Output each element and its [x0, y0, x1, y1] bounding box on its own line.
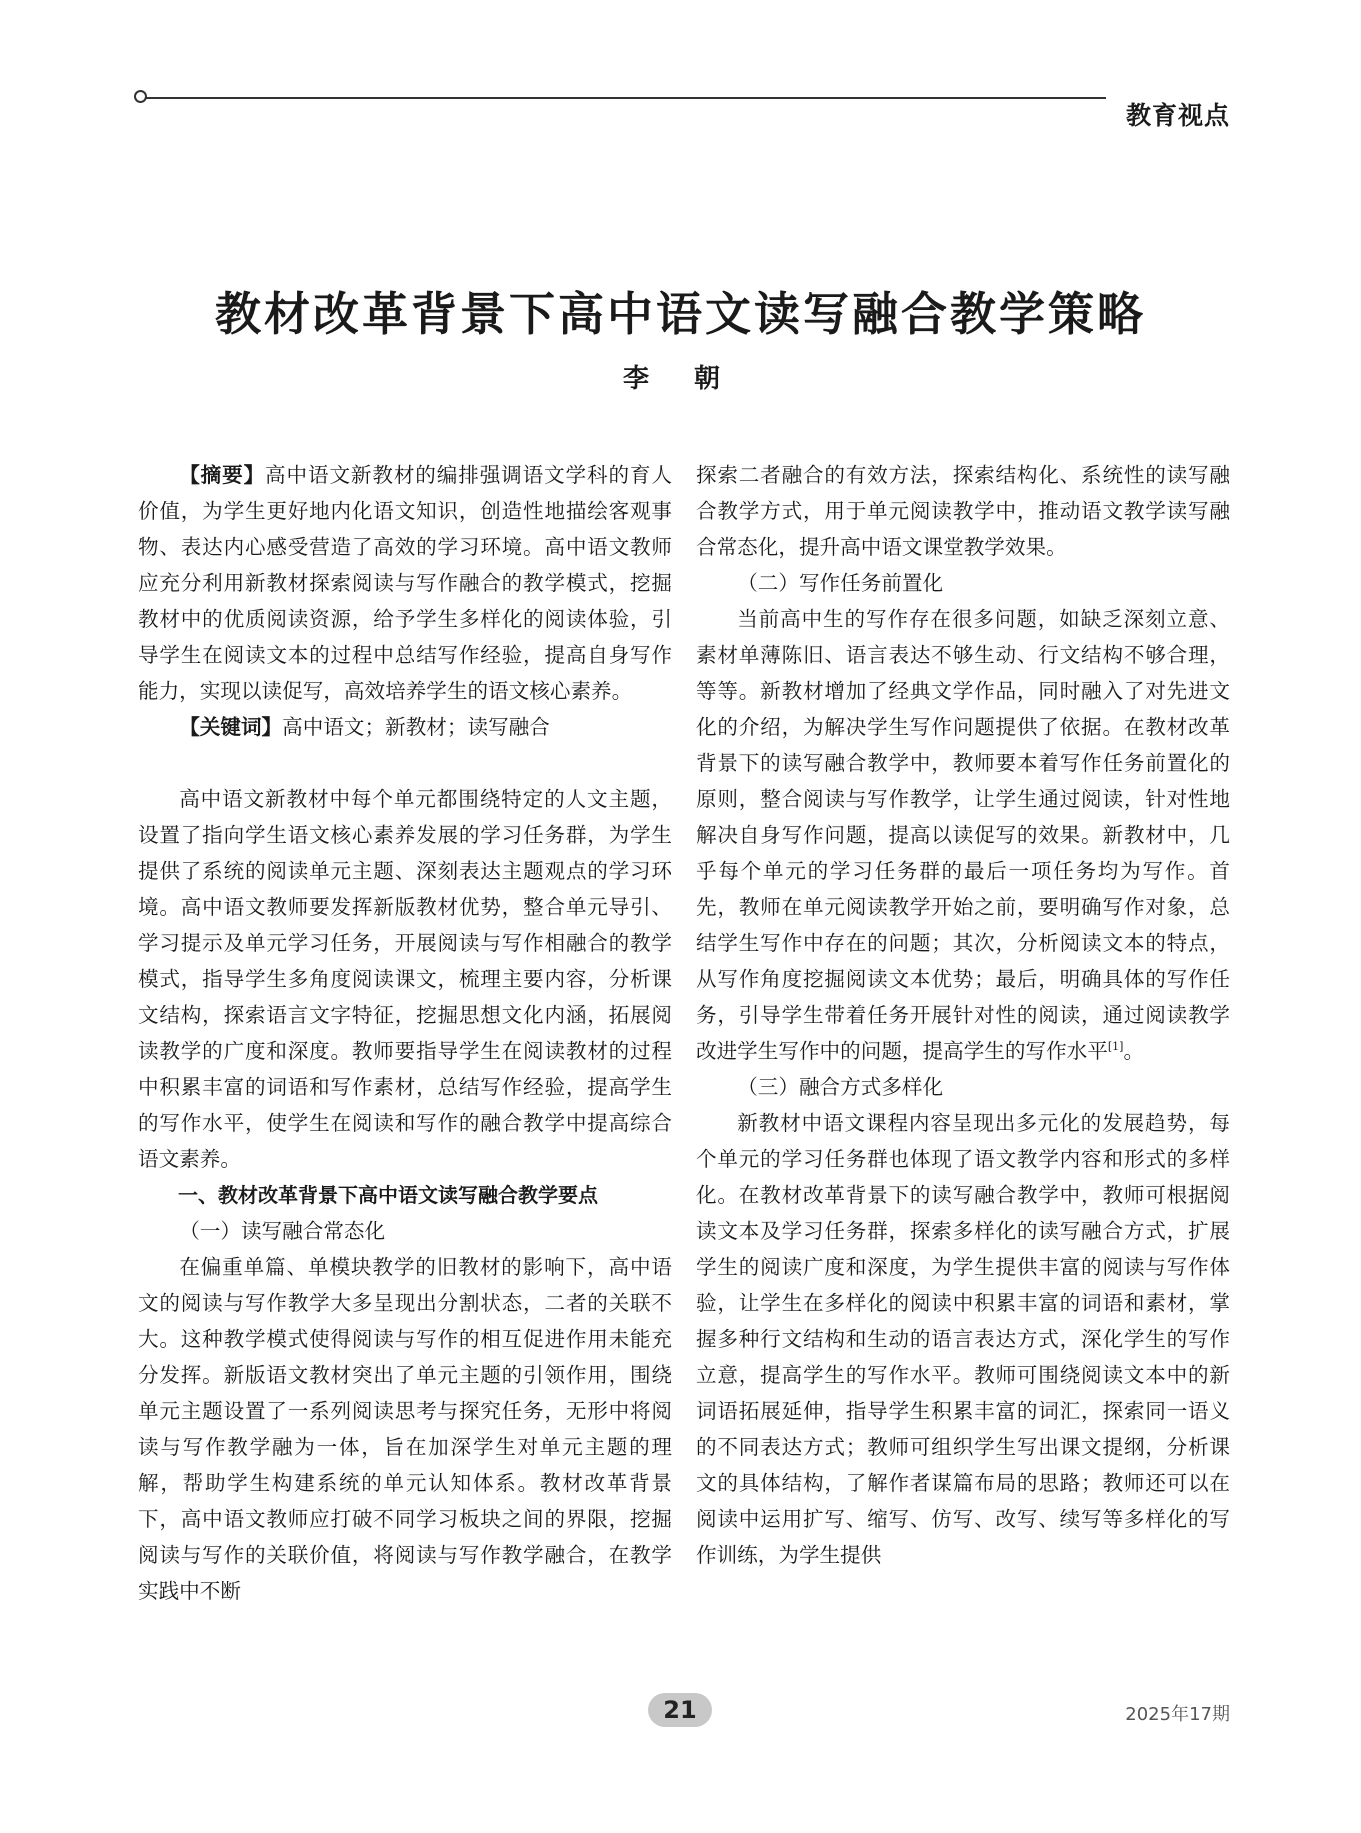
left-column — [138, 457, 672, 1609]
keywords-label: 【关键词】 — [179, 715, 283, 739]
section-1-heading: 一、教材改革背景下高中语文读写融合教学要点 — [178, 1183, 598, 1207]
keywords-text: 高中语文；新教材；读写融合 — [282, 715, 550, 739]
spacer — [138, 745, 672, 781]
subsection-2-heading: （二）写作任务前置化 — [737, 571, 944, 595]
subsection-3-paragraph: 新教材中语文课程内容呈现出多元化的发展趋势，每个单元的学习任务群也体现了语文教学内容和形式的多样化。在教材改革背景下的读写融合教学中，教师可根据阅读文本及学习任务群，探索多样化的读写融合方式，扩展学生的阅读广度和深度，为学生提供丰富的阅读与写作体验，让学生在多样化的阅读中积累丰富的词语和素材，掌握多种行文结构和生动的语言表达方式，深化学生的写作立意，提高学生的写作水平。教师可围绕阅读文本中的新词语拓展延伸，指导学生积累丰富的词汇，探索同一语义的不同表达方式；教师可组织学生写出课文提纲，分析课文的具体结构，了解作者谋篇布局的思路；教师还可以在阅读中运用扩写、缩写、仿写、改写、续写等多样化的写作训练，为学生提供 — [696, 1111, 1230, 1567]
subsection-2-end: 。 — [1123, 1039, 1145, 1063]
subsection-1-heading: （一）读写融合常态化 — [179, 1219, 386, 1243]
article-title: 教材改革背景下高中语文读写融合教学策略 — [215, 287, 1146, 341]
abstract — [138, 457, 672, 709]
citation-1: [1] — [1107, 1040, 1124, 1054]
header-rule — [146, 97, 1106, 99]
subsection-1-continuation: 探索二者融合的有效方法，探索结构化、系统性的读写融合教学方式，用于单元阅读教学中，推动语文教学读写融合常态化，提升高中语文课堂教学效果。 — [696, 463, 1230, 559]
right-column — [696, 457, 1230, 1573]
issue-info: 2025年17期 — [1125, 1704, 1230, 1725]
section-label: 教育视点 — [1125, 101, 1230, 130]
keywords — [138, 709, 672, 745]
intro-paragraph: 高中语文新教材中每个单元都围绕特定的人文主题，设置了指向学生语文核心素养发展的学习任务群，为学生提供了系统的阅读单元主题、深刻表达主题观点的学习环境。高中语文教师要发挥新版教材优势，整合单元导引、学习提示及单元学习任务，开展阅读与写作相融合的教学模式，指导学生多角度阅读课文，梳理主要内容，分析课文结构，探索语言文字特征，挖掘思想文化内涵，拓展阅读教学的广度和深度。教师要指导学生在阅读教材的过程中积累丰富的词语和写作素材，总结写作经验，提高学生的写作水平，使学生在阅读和写作的融合教学中提高综合语文素养。 — [138, 787, 672, 1171]
page-number: 21 — [648, 1693, 712, 1727]
abstract-label: 【摘要】 — [179, 463, 266, 487]
abstract-text: 高中语文新教材的编排强调语文学科的育人价值，为学生更好地内化语文知识，创造性地描绘客观事物、表达内心感受营造了高效的学习环境。高中语文教师应充分利用新教材探索阅读与写作融合的教学模式，挖掘教材中的优质阅读资源，给予学生多样化的阅读体验，引导学生在阅读文本的过程中总结写作经验，提高自身写作能力，实现以读促写，高效培养学生的语文核心素养。 — [138, 463, 672, 703]
subsection-1-paragraph: 在偏重单篇、单模块教学的旧教材的影响下，高中语文的阅读与写作教学大多呈现出分割状态，二者的关联不大。这种教学模式使得阅读与写作的相互促进作用未能充分发挥。新版语文教材突出了单元主题的引领作用，围绕单元主题设置了一系列阅读思考与探究任务，无形中将阅读与写作教学融为一体，旨在加深学生对单元主题的理解，帮助学生构建系统的单元认知体系。教材改革背景下，高中语文教师应打破不同学习板块之间的界限，挖掘阅读与写作的关联价值，将阅读与写作教学融合，在教学实践中不断 — [138, 1255, 672, 1603]
subsection-2-text: 当前高中生的写作存在很多问题，如缺乏深刻立意、素材单薄陈旧、语言表达不够生动、行文结构不够合理，等等。新教材增加了经典文学作品，同时融入了对先进文化的介绍，为解决学生写作问题提供了依据。在教材改革背景下的读写融合教学中，教师要本着写作任务前置化的原则，整合阅读与写作教学，让学生通过阅读，针对性地解决自身写作问题，提高以读促写的效果。新教材中，几乎每个单元的学习任务群的最后一项任务均为写作。首先，教师在单元阅读教学开始之前，要明确写作对象，总结学生写作中存在的问题；其次，分析阅读文本的特点，从写作角度挖掘阅读文本优势；最后，明确具体的写作任务，引导学生带着任务开展针对性的阅读，通过阅读教学改进学生写作中的问题，提高学生的写作水平 — [696, 607, 1230, 1063]
subsection-3-heading: （三）融合方式多样化 — [737, 1075, 944, 1099]
article-author: 李 朝 — [622, 364, 739, 394]
subsection-2-paragraph — [696, 601, 1230, 1069]
